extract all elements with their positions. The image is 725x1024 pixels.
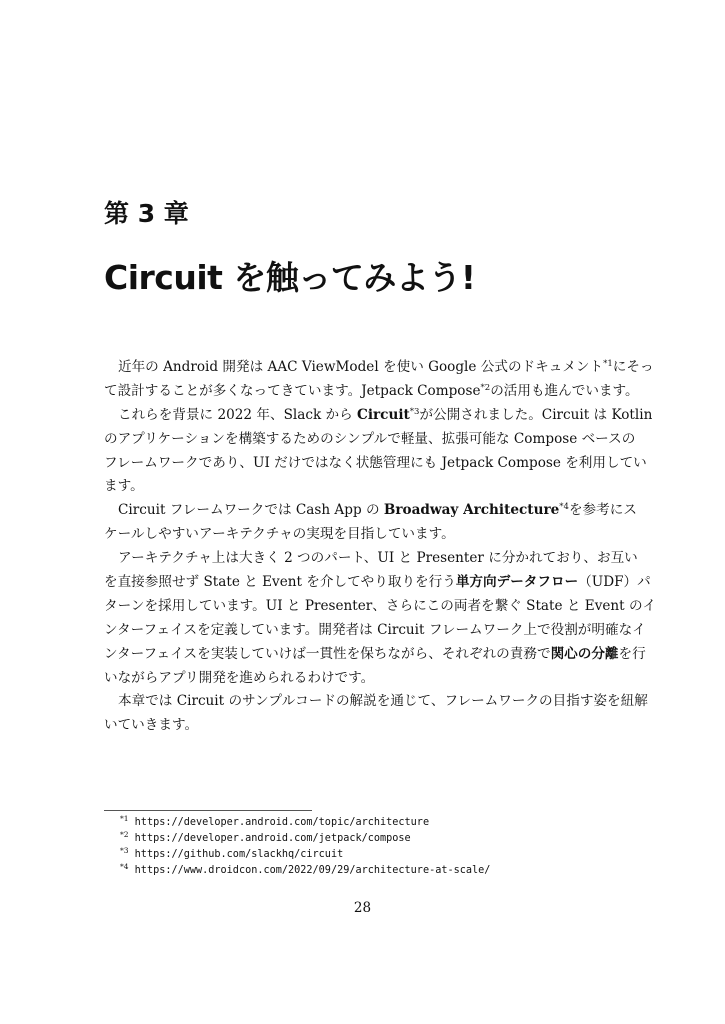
bold-term: 単方向データフロー [455, 574, 579, 591]
text-run: ます。 [104, 478, 144, 495]
text-run: アーキテクチャ上は大きく 2 つのパート、UI と Presenter に分かれており、お互い [118, 550, 638, 567]
body-line [104, 499, 637, 523]
footnote [120, 815, 490, 831]
footnote-url[interactable]: https://developer.android.com/topic/architecture [134, 817, 430, 828]
text-run: 近年の Android 開発は AAC ViewModel を使い Google 公式のドキュメント [118, 359, 604, 375]
footnote-ref: *3 [409, 406, 420, 417]
footnote [120, 831, 490, 847]
text-run: フレームワークであり、UI だけではなく状態管理にも Jetpack Compose を利用してい [104, 454, 647, 471]
body-line [104, 619, 646, 643]
chapter-title: Circuit を触ってみよう! [104, 258, 476, 297]
text-run: を行 [618, 645, 646, 662]
body-line [104, 547, 638, 571]
body-line [104, 428, 636, 452]
body-text [104, 356, 657, 738]
text-run: が公開されました。Circuit は Kotlin [419, 406, 653, 423]
text-run: のアプリケーションを構築するためのシンプルで軽量、拡張可能な Compose ベースの [104, 430, 636, 447]
text-run: いていきます。 [104, 717, 199, 734]
footnote [120, 863, 490, 879]
footnote-url[interactable]: https://github.com/slackhq/circuit [134, 849, 344, 860]
page-number: 28 [353, 900, 372, 916]
footnote-divider [104, 810, 312, 811]
body-line [104, 571, 651, 595]
text-run: を参考にス [568, 502, 637, 519]
text-run: ンターフェイスを実装していけば一貫性を保ちながら、それぞれの責務で [104, 645, 551, 662]
body-line [104, 690, 648, 714]
footnote [120, 847, 490, 863]
body-line [104, 356, 654, 380]
footnote-mark: *4 [120, 862, 129, 871]
text-run: ケールしやすいアーキテクチャの実現を目指しています。 [104, 526, 455, 543]
body-line [104, 714, 624, 738]
text-run: ンターフェイスを定義しています。開発者は Circuit フレームワーク上で役割が明確なイ [104, 621, 646, 638]
text-run: Circuit フレームワークでは Cash App の [118, 502, 384, 519]
text-run: （UDF）パ [578, 574, 651, 591]
text-run: を直接参照せず State と Event を介してやり取りを行う [104, 574, 456, 591]
footnote-ref: *1 [603, 359, 613, 369]
text-run: 本章では Circuit のサンプルコードの解説を通じて、フレームワークの目指す姿を紐解 [118, 693, 648, 710]
footnote-ref: *2 [480, 382, 491, 393]
text-run: これらを背景に 2022 年、Slack から [118, 406, 358, 423]
bold-term: 関心の分離 [550, 645, 619, 662]
body-line [104, 667, 624, 691]
footnotes [120, 815, 490, 879]
footnote-url[interactable]: https://www.droidcon.com/2022/09/29/architecture-at-scale/ [134, 865, 491, 876]
body-line [104, 595, 657, 619]
footnote-ref: *4 [559, 502, 569, 513]
body-line [104, 643, 646, 667]
text-run: ターンを採用しています。UI と Presenter、さらにこの両者を繋ぐ State と Event のイ [104, 597, 657, 614]
footnote-mark: *1 [120, 814, 129, 823]
text-run: にそっ [612, 359, 654, 375]
body-line [104, 380, 639, 404]
text-run: の活用も進んでいます。 [490, 382, 639, 399]
chapter-label: 第 3 章 [104, 199, 189, 228]
body-line [104, 404, 653, 428]
text-run: て設計することが多くなってきています。Jetpack Compose [104, 382, 481, 399]
footnote-mark: *2 [120, 830, 129, 839]
body-line [104, 475, 624, 499]
body-line [104, 523, 624, 547]
body-line [104, 452, 647, 476]
footnote-mark: *3 [120, 846, 129, 855]
bold-term: Circuit [357, 406, 410, 423]
text-run: いながらアプリ開発を進められるわけです。 [104, 669, 375, 686]
footnote-url[interactable]: https://developer.android.com/jetpack/compose [134, 833, 411, 844]
bold-term: Broadway Architecture [383, 502, 560, 519]
